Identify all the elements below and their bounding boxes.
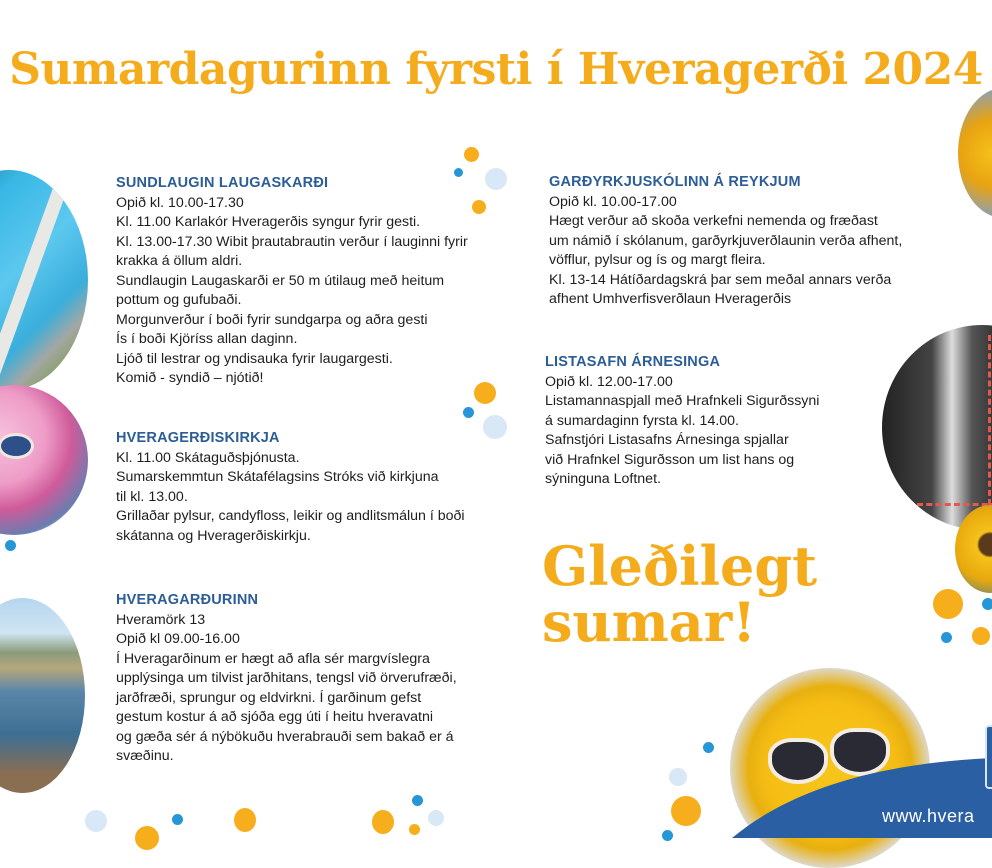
decor-dot bbox=[474, 382, 496, 404]
section-line: Grillaðar pylsur, candyfloss, leikir og andlitsmálun í boði bbox=[116, 508, 465, 524]
greeting-line-1: Gleðilegt bbox=[542, 534, 818, 598]
section-line: við Hrafnkel Sigurðsson um list hans og bbox=[545, 451, 795, 468]
section-line: Komið - syndið – njótið! bbox=[116, 370, 264, 386]
logo-shield-icon bbox=[985, 725, 992, 789]
decor-dot bbox=[662, 830, 673, 841]
section-sundlaugin bbox=[116, 174, 468, 389]
decor-dot bbox=[234, 808, 256, 832]
decor-dot bbox=[409, 824, 420, 835]
decor-dot bbox=[982, 598, 992, 610]
decor-dot bbox=[172, 814, 183, 825]
section-heading: SUNDLAUGIN LAUGASKARÐI bbox=[116, 175, 329, 191]
section-line: Í Hveragarðinum er hægt að afla sér margvíslegra bbox=[116, 650, 430, 667]
section-line: Sumarskemmtun Skátafélagsins Stróks við kirkjuna bbox=[116, 469, 439, 485]
flower-top-photo bbox=[958, 88, 992, 218]
decor-dot bbox=[85, 810, 107, 832]
section-line: Sundlaugin Laugaskarði er 50 m útilaug með heitum bbox=[116, 272, 445, 289]
section-heading: LISTASAFN ÁRNESINGA bbox=[545, 354, 721, 370]
decor-dot bbox=[135, 826, 159, 850]
section-line: Morgunverður í boði fyrir sundgarpa og aðra gesti bbox=[116, 311, 428, 328]
section-line: Listamannaspjall með Hrafnkeli Sigurðssyni bbox=[545, 393, 820, 409]
decor-dot bbox=[463, 407, 474, 418]
section-line: Hægt verður að skoða verkefni nemenda og fræðast bbox=[549, 213, 878, 229]
section-heading: HVERAGARÐURINN bbox=[116, 592, 259, 608]
cotton-candy-photo bbox=[0, 385, 88, 535]
section-line: pottum og gufubaði. bbox=[116, 292, 242, 308]
decor-dot bbox=[972, 627, 990, 645]
section-line: sýninguna Loftnet. bbox=[545, 471, 661, 487]
section-hveragardurinn bbox=[116, 591, 457, 767]
decor-dot bbox=[5, 540, 16, 551]
decor-dot bbox=[472, 200, 486, 214]
section-heading: HVERAGERÐISKIRKJA bbox=[116, 430, 280, 446]
section-line: um námið í skólanum, garðyrkjuverðlaunin verða afhent, bbox=[549, 232, 903, 249]
section-line: Kl. 13.00-17.30 Wibit þrautabrautin verður í lauginni fyrir bbox=[116, 233, 468, 250]
section-line: til kl. 13.00. bbox=[116, 488, 188, 505]
decor-dot bbox=[941, 632, 952, 643]
section-line: gestum kostur á að sjóða egg úti í heitu hveravatni bbox=[116, 709, 434, 725]
section-line: afhent Umhverfisverðlaun Hveragerðis bbox=[549, 291, 792, 307]
section-line: Safnstjóri Listasafns Árnesinga spjallar bbox=[545, 432, 789, 448]
decor-dot bbox=[483, 415, 507, 439]
pool-photo bbox=[0, 170, 88, 390]
decor-dot bbox=[671, 796, 701, 826]
section-line: Kl. 11.00 Skátaguðsþjónusta. bbox=[116, 449, 300, 466]
decor-dot bbox=[464, 147, 479, 162]
decor-dot bbox=[428, 810, 444, 826]
section-line: Kl. 11.00 Karlakór Hveragerðis syngur fyrir gesti. bbox=[116, 214, 421, 230]
decor-dot bbox=[933, 589, 963, 619]
section-line: og gæða sér á nýbökuðu hverabrauði sem bakað er á bbox=[116, 728, 454, 745]
section-line: vöfflur, pylsur og ís og margt fleira. bbox=[549, 252, 766, 268]
section-heading: GARÐYRKJUSKÓLINN Á REYKJUM bbox=[549, 174, 801, 190]
section-line: Opið kl 09.00-16.00 bbox=[116, 631, 240, 647]
section-listasafn bbox=[545, 353, 819, 490]
decor-dot bbox=[485, 168, 507, 190]
greeting bbox=[542, 534, 818, 654]
decor-dot bbox=[412, 795, 423, 806]
section-gardyrkjuskolinn bbox=[549, 173, 902, 310]
section-line: á sumardaginn fyrsta kl. 14.00. bbox=[545, 412, 739, 429]
section-line: svæðinu. bbox=[116, 748, 174, 764]
decor-dot bbox=[669, 768, 687, 786]
footer-url[interactable]: www.hvera bbox=[882, 806, 975, 826]
section-line: upplýsinga um tilvist jarðhitans, tengsl við örverufræði, bbox=[116, 670, 457, 686]
section-line: skátanna og Hveragerðiskirkju. bbox=[116, 527, 311, 544]
section-line: krakka á öllum aldri. bbox=[116, 253, 243, 269]
section-kirkja bbox=[116, 429, 465, 546]
decor-dot bbox=[372, 810, 394, 834]
art-photo bbox=[882, 325, 992, 530]
page-title: Sumardagurinn fyrsti í Hveragerði 2024 bbox=[9, 44, 983, 95]
park-lake-photo bbox=[0, 598, 85, 793]
section-line: Hveramörk 13 bbox=[116, 611, 206, 628]
decor-dot bbox=[703, 742, 714, 753]
section-line: Ljóð til lestrar og yndisauka fyrir laugargesti. bbox=[116, 350, 393, 367]
greeting-line-2: sumar! bbox=[542, 590, 756, 654]
section-line: Kl. 13-14 Hátíðardagskrá þar sem meðal annars verða bbox=[549, 271, 892, 288]
section-line: Opið kl. 12.00-17.00 bbox=[545, 373, 673, 390]
section-line: Opið kl. 10.00-17.30 bbox=[116, 194, 244, 211]
section-line: jarðfræði, sprungur og eldvirkni. Í garðinum gefst bbox=[116, 689, 422, 706]
section-line: Ís í boði Kjöríss allan daginn. bbox=[116, 331, 298, 347]
section-line: Opið kl. 10.00-17.00 bbox=[549, 193, 677, 210]
